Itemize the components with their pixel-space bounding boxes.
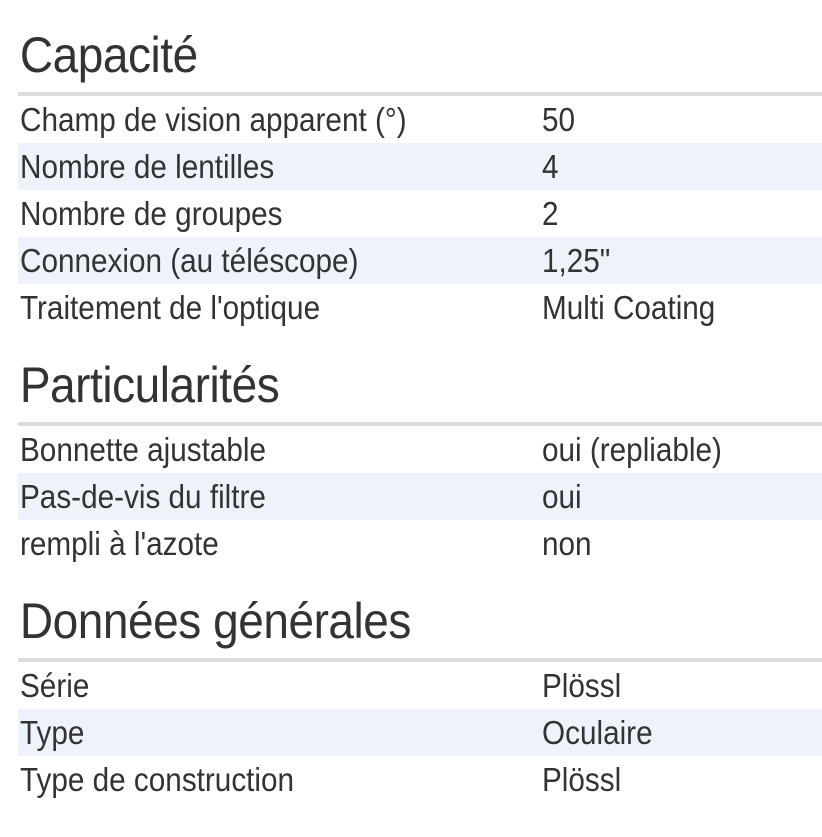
spec-label: Bonnette ajustable xyxy=(20,430,267,468)
spec-value: oui (repliable) xyxy=(542,430,722,468)
spec-row xyxy=(18,96,822,143)
spec-label: Nombre de groupes xyxy=(20,194,283,232)
spec-row xyxy=(18,662,822,709)
spec-row xyxy=(18,190,822,237)
spec-table-general-data xyxy=(18,662,822,803)
spec-row xyxy=(18,520,822,567)
section-title-capacity: Capacité xyxy=(19,27,198,83)
spec-value: Plössl xyxy=(542,760,622,798)
spec-value: non xyxy=(542,524,592,562)
spec-row xyxy=(18,426,822,473)
section-features xyxy=(18,348,822,567)
spec-table-capacity xyxy=(18,96,822,331)
spec-value: Oculaire xyxy=(542,709,822,756)
spec-row xyxy=(18,143,822,190)
spec-row xyxy=(18,284,822,331)
spec-value: 4 xyxy=(542,143,822,190)
spec-table-features xyxy=(18,426,822,567)
spec-row xyxy=(18,473,822,520)
spec-label: Traitement de l'optique xyxy=(20,288,321,326)
spec-label: Série xyxy=(20,666,90,704)
spec-row xyxy=(18,237,822,284)
spec-label: Type xyxy=(18,709,542,756)
section-general-data xyxy=(18,584,822,803)
spec-value: Plössl xyxy=(542,666,622,704)
spec-label: Type de construction xyxy=(20,760,295,798)
spec-label: Connexion (au téléscope) xyxy=(18,237,542,284)
spec-label: Champ de vision apparent (°) xyxy=(20,100,407,138)
spec-value: 1,25" xyxy=(542,237,822,284)
spec-value: oui xyxy=(542,473,822,520)
section-title-general-data: Données générales xyxy=(19,593,411,649)
spec-label: rempli à l'azote xyxy=(20,524,219,562)
section-title-features: Particularités xyxy=(19,357,280,413)
spec-label: Nombre de lentilles xyxy=(18,143,542,190)
spec-row xyxy=(18,756,822,803)
spec-row xyxy=(18,709,822,756)
section-capacity xyxy=(18,18,822,331)
spec-value: Multi Coating xyxy=(542,288,716,326)
spec-value: 50 xyxy=(542,100,576,138)
spec-label: Pas-de-vis du filtre xyxy=(18,473,542,520)
spec-value: 2 xyxy=(542,194,559,232)
